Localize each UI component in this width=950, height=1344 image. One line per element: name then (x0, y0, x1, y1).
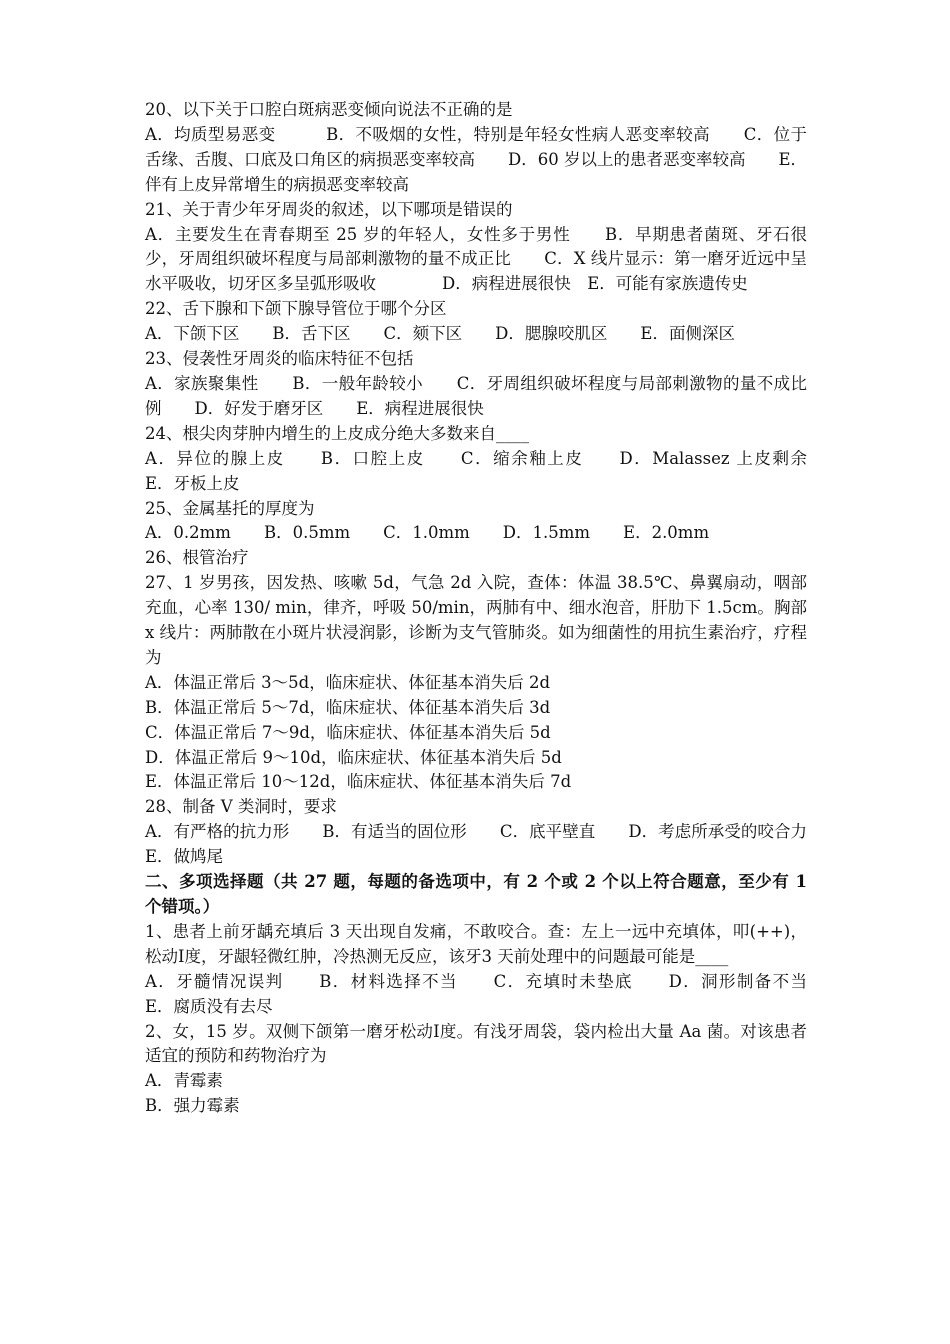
question-27-option-d: D．体温正常后 9～10d，临床症状、体征基本消失后 5d (145, 747, 562, 767)
question-27-option-b: B．体温正常后 5～7d，临床症状、体征基本消失后 3d (145, 697, 551, 717)
mc-question-1-stem: 1、患者上前牙龋充填后 3 天出现自发痛，不敢咬合。查：左上一远中充填体，叩(++)，松动Ⅰ度，牙龈轻微红肿，冷热测无反应，该牙3 天前处理中的问题最可能是____ (145, 921, 807, 966)
question-25-options: A．0.2mm B．0.5mm C．1.0mm D．1.5mm E．2.0mm (145, 523, 710, 543)
question-24-stem: 24、根尖肉芽肿内增生的上皮成分绝大多数来自____ (145, 423, 529, 443)
mc-question-2-option-b: B．强力霉素 (145, 1096, 240, 1116)
question-23-options: A．家族聚集性 B．一般年龄较小 C．牙周组织破坏程度与局部刺激物的量不成比例 D．好发于磨牙区 E．病程进展很快 (145, 373, 807, 418)
question-27-option-c: C．体温正常后 7～9d，临床症状、体征基本消失后 5d (145, 722, 551, 742)
mc-question-2-stem: 2、女，15 岁。双侧下颌第一磨牙松动Ⅰ度。有浅牙周袋，袋内检出大量 Aa 菌。对该患者适宜的预防和药物治疗为 (145, 1021, 807, 1066)
question-27-option-e: E．体温正常后 10～12d，临床症状、体征基本消失后 7d (145, 772, 572, 792)
question-27-stem: 27、1 岁男孩，因发热、咳嗽 5d，气急 2d 入院，查体：体温 38.5℃、鼻翼扇动，咽部充血，心率 130/ min，律齐，呼吸 50/min，两肺有中、细水泡音，肝肋下 1.5cm。胸部 x 线片：两肺散在小斑片状浸润影，诊断为支气管肺炎。如为细菌性的用抗生素治疗，疗程为 (145, 573, 807, 667)
question-24-options: A．异位的腺上皮 B．口腔上皮 C．缩余釉上皮 D．Malassez 上皮剩余 E．牙板上皮 (145, 448, 840, 493)
document-page (145, 98, 840, 1119)
question-28-stem: 28、制备 V 类洞时，要求 (145, 797, 337, 817)
question-23-stem: 23、侵袭性牙周炎的临床特征不包括 (145, 349, 414, 369)
question-20-stem: 20、以下关于口腔白斑病恶变倾向说法不正确的是 (145, 100, 513, 119)
question-28-options: A．有严格的抗力形 B．有适当的固位形 C．底平壁直 D．考虑所承受的咬合力 E．做鸠尾 (145, 822, 840, 867)
question-21-stem: 21、关于青少年牙周炎的叙述，以下哪项是错误的 (145, 199, 513, 219)
question-25-stem: 25、金属基托的厚度为 (145, 498, 315, 518)
mc-question-2-option-a: A．青霉素 (145, 1071, 223, 1091)
mc-question-1-options: A．牙髓情况误判 B．材料选择不当 C．充填时未垫底 D．洞形制备不当 E．腐质没有去尽 (145, 971, 840, 1016)
question-20-options: A．均质型易恶变 B．不吸烟的女性，特别是年轻女性病人恶变率较高 C．位于舌缘、舌腹、口底及口角区的病损恶变率较高 D．60 岁以上的患者恶变率较高 E．伴有上皮异常增生的病损恶变率较高 (145, 124, 808, 194)
question-26-stem: 26、根管治疗 (145, 548, 249, 568)
question-22-stem: 22、舌下腺和下颌下腺导管位于哪个分区 (145, 299, 447, 319)
section-heading-multiple-choice: 二、多项选择题（共 27 题，每题的备选项中，有 2 个或 2 个以上符合题意，至少有 1 个错项。） (145, 872, 807, 916)
question-22-options: A．下颌下区 B．舌下区 C．颏下区 D．腮腺咬肌区 E．面侧深区 (145, 324, 735, 344)
question-21-options: A．主要发生在青春期至 25 岁的年轻人，女性多于男性 B．早期患者菌斑、牙石很少，牙周组织破坏程度与局部刺激物的量不成正比 C．X 线片显示：第一磨牙近远中呈水平吸收，切牙区多呈弧形吸收 D．病程进展很快 E．可能有家族遗传史 (145, 224, 807, 294)
question-27-option-a: A．体温正常后 3～5d，临床症状、体征基本消失后 2d (145, 672, 551, 692)
